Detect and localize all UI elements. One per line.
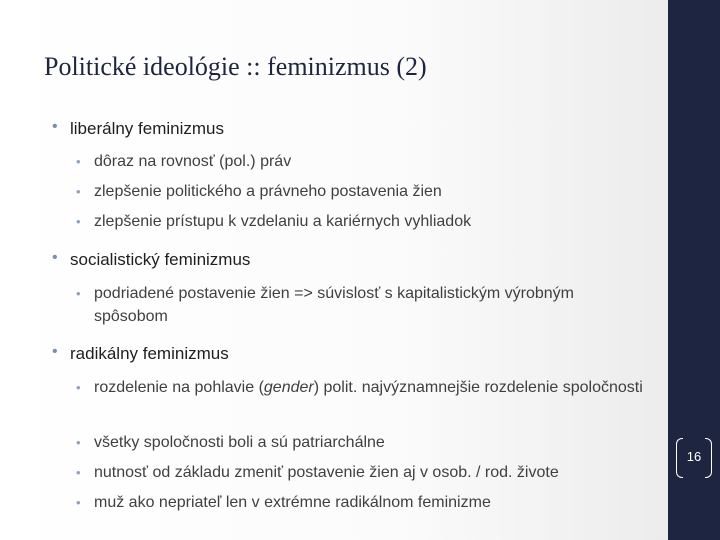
- bullet-icon: •: [52, 118, 58, 135]
- section-label: liberálny feminizmus: [70, 119, 224, 138]
- list-item-text: muž ako nepriateľ len v extrémne radikálnom feminizme: [94, 494, 491, 511]
- bullet-icon: •: [76, 154, 81, 169]
- bullet-icon: •: [52, 343, 58, 360]
- list-item-text: všetky spoločnosti boli a sú patriarchálne: [94, 434, 385, 451]
- bullet-icon: •: [76, 465, 81, 480]
- list-item: [76, 150, 656, 173]
- list-item: [76, 461, 666, 484]
- bullet-icon: •: [76, 184, 81, 199]
- bullet-icon: •: [76, 286, 81, 301]
- list-item: [76, 282, 596, 328]
- bullet-icon: •: [76, 495, 81, 510]
- list-item-text: nutnosť od základu zmeniť postavenie žien aj v osob. / rod. živote: [94, 464, 559, 481]
- right-bracket-icon: [705, 438, 712, 478]
- list-item-text: podriadené postavenie žien => súvislosť s kapitalistickým výrobným spôsobom: [94, 285, 575, 325]
- page-number-badge: [680, 438, 708, 476]
- page-number: 16: [686, 449, 702, 464]
- bullet-icon: •: [52, 249, 58, 266]
- bullet-icon: •: [76, 214, 81, 229]
- list-item-text: rozdelenie na pohlavie (gender) polit. najvýznamnejšie rozdelenie spoločnosti: [94, 379, 643, 396]
- list-item: [76, 210, 656, 233]
- slide-title: Politické ideológie :: feminizmus (2): [44, 52, 427, 81]
- list-item-text: zlepšenie politického a právneho postavenia žien: [94, 183, 442, 200]
- left-bracket-icon: [676, 438, 683, 478]
- list-item: [76, 431, 656, 454]
- section-heading-radical: [52, 344, 229, 364]
- section-label: socialistický feminizmus: [70, 250, 251, 269]
- list-item-text: zlepšenie prístupu k vzdelaniu a kariérnych vyhliadok: [94, 213, 472, 230]
- list-item: [76, 180, 656, 203]
- list-item: [76, 376, 656, 399]
- list-item-text: dôraz na rovnosť (pol.) práv: [94, 153, 292, 170]
- bullet-icon: •: [76, 435, 81, 450]
- list-item: [76, 491, 656, 514]
- section-heading-socialist: [52, 250, 250, 270]
- bullet-icon: •: [76, 380, 81, 395]
- section-heading-liberal: [52, 119, 224, 139]
- section-label: radikálny feminizmus: [70, 344, 229, 363]
